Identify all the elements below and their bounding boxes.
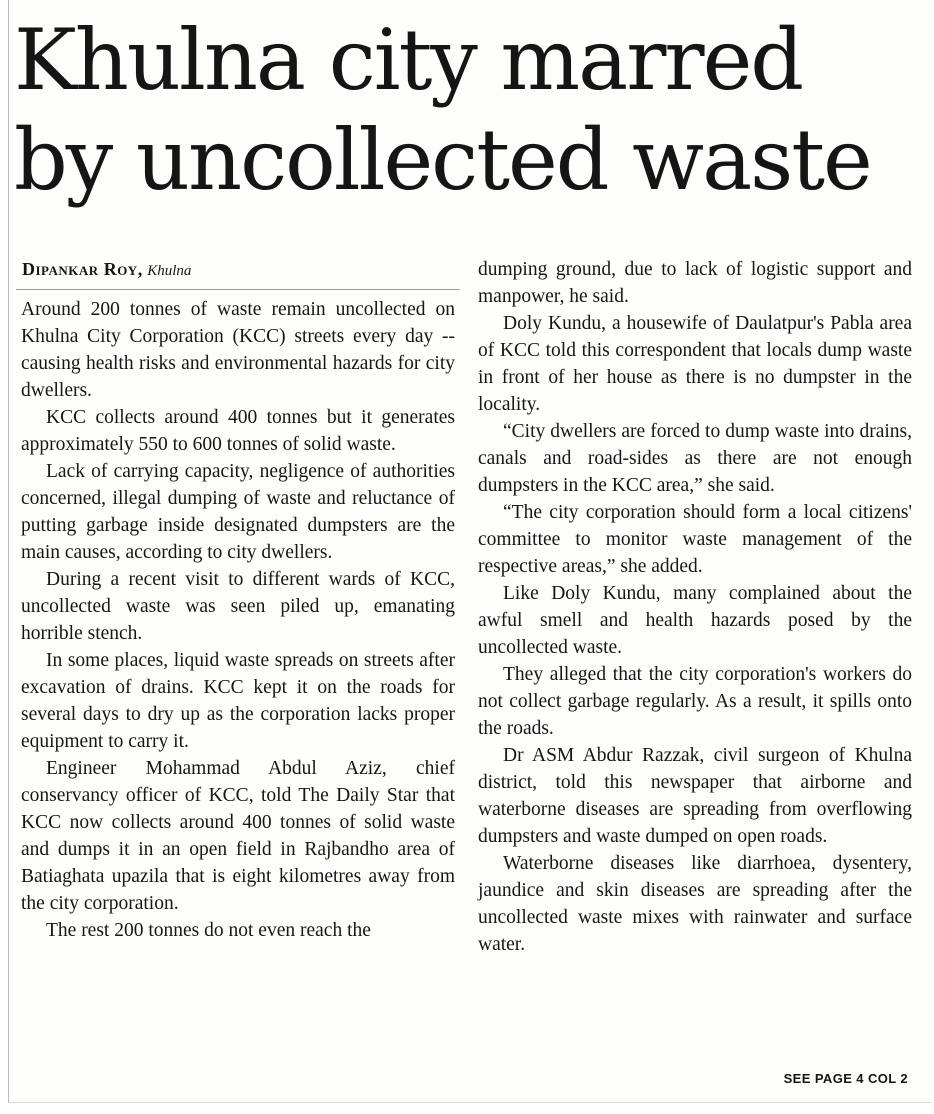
byline-place: Khulna [147,263,192,279]
paragraph: They alleged that the city corporation's workers do not collect garbage regularly. As a result, it spills onto the roads. [478,664,912,739]
paragraph: Dr ASM Abdur Razzak, civil surgeon of Khulna district, told this newspaper that airborne and waterborne diseases are spreading from overflowing dumpsters and waste dumped on open roads. [478,745,912,847]
right-column [478,256,912,958]
byline [22,258,191,282]
paragraph: In some places, liquid waste spreads on streets after excavation of drains. KCC kept it on the roads for several days to dry up as the corporation lacks proper equipment to carry it. [21,650,455,752]
paragraph: Around 200 tonnes of waste remain uncollected on Khulna City Corporation (KCC) streets every day -- causing health risks and environmental hazards for city dwellers. [21,299,455,401]
paragraph: “The city corporation should form a local citizens' committee to monitor waste management of the respective areas,” she added. [478,502,912,577]
paragraph: Waterborne diseases like diarrhoea, dysentery, jaundice and skin diseases are spreading after the uncollected waste mixes with rainwater and surface water. [478,853,912,955]
continued-on-page-reference: SEE PAGE 4 COL 2 [783,1071,908,1086]
paragraph: Lack of carrying capacity, negligence of authorities concerned, illegal dumping of waste and reluctance of putting garbage inside designated dumpsters are the main causes, according to city dwellers. [21,461,455,563]
paragraph: Doly Kundu, a housewife of Daulatpur's Pabla area of KCC told this correspondent that locals dump waste in front of her house as there is no dumpster in the locality. [478,313,912,415]
paragraph-continued: dumping ground, due to lack of logistic support and manpower, he said. [478,259,912,307]
paragraph: Like Doly Kundu, many complained about the awful smell and health hazards posed by the uncollected waste. [478,583,912,658]
byline-divider [16,289,460,290]
paragraph: During a recent visit to different wards of KCC, uncollected waste was seen piled up, emanating horrible stench. [21,569,455,644]
byline-author: Dipankar Roy, [22,259,143,279]
headline-line-2: by uncollected waste [14,111,871,209]
paragraph: Engineer Mohammad Abdul Aziz, chief conservancy officer of KCC, told The Daily Star that KCC now collects around 400 tonnes of solid waste and dumps it in an open field in Rajbandho area of Batiaghata upazila that is eight kilometres away from the city corporation. [21,758,455,914]
paragraph: “City dwellers are forced to dump waste into drains, canals and road-sides as there are not enough dumpsters in the KCC area,” she said. [478,421,912,496]
paragraph: KCC collects around 400 tonnes but it generates approximately 550 to 600 tonnes of solid waste. [21,407,455,455]
headline-line-1: Khulna city marred [14,11,803,109]
headline [14,10,914,210]
left-column [21,296,455,944]
paragraph: The rest 200 tonnes do not even reach the [46,920,371,941]
